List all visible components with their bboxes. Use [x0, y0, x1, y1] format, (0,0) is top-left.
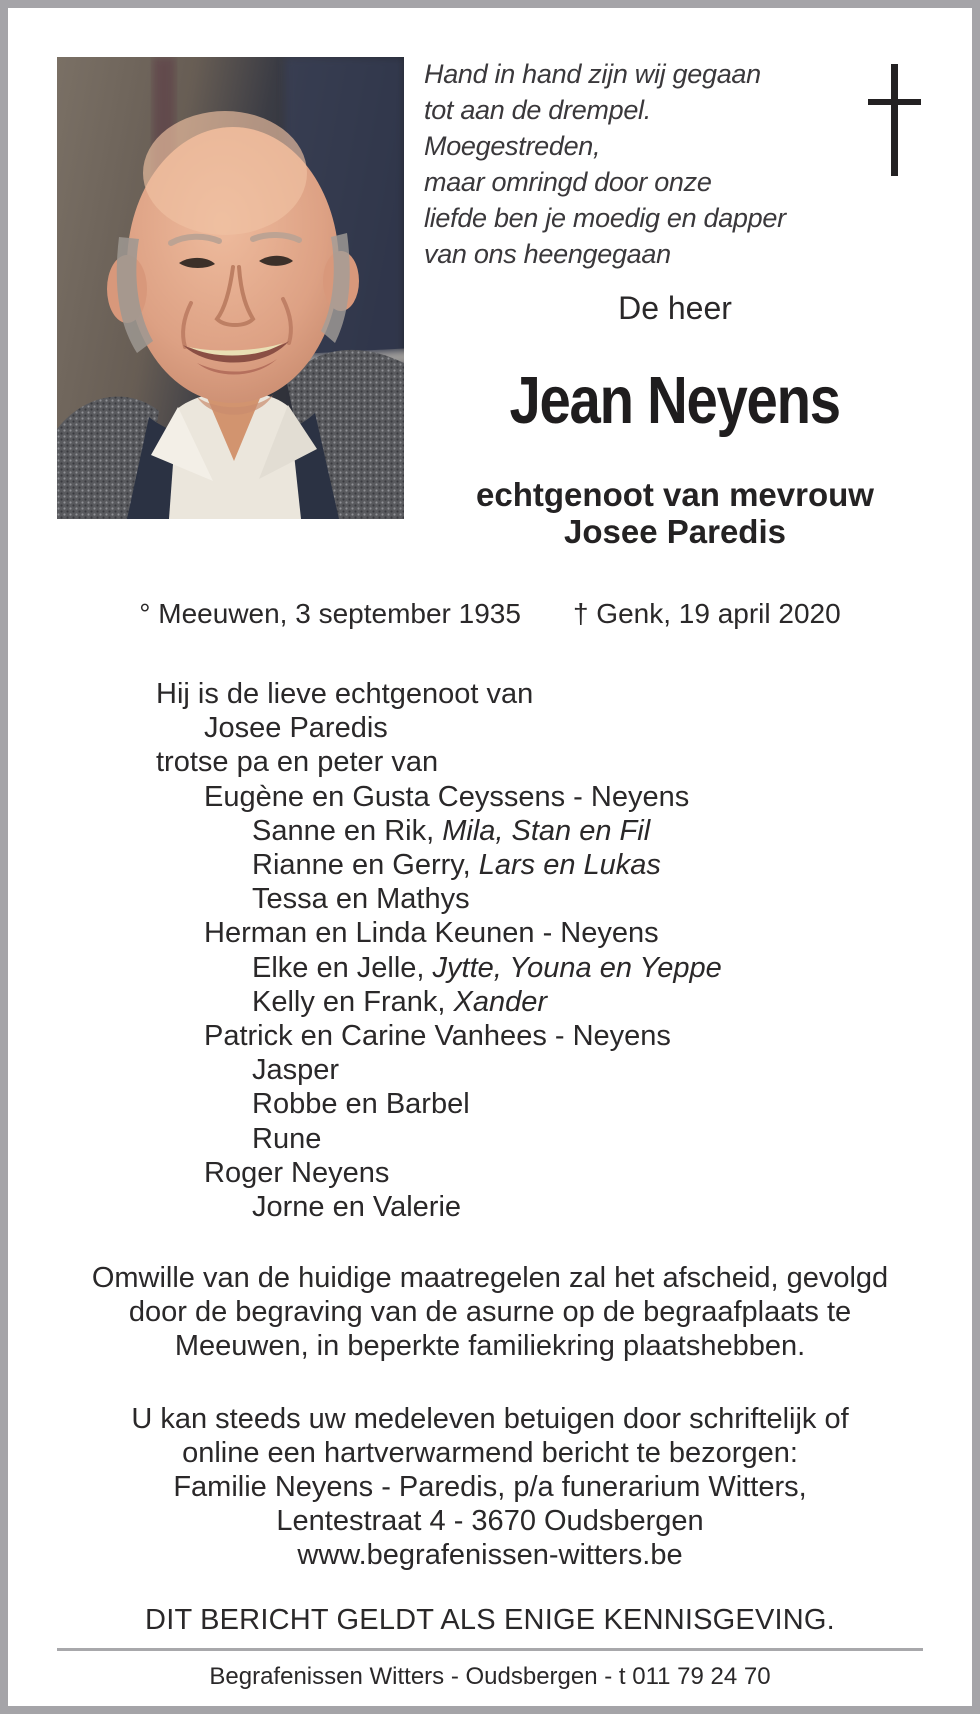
family-line: Sanne en Rik, Mila, Stan en Fil	[252, 814, 651, 847]
relation-line: echtgenoot van mevrouw	[476, 476, 874, 513]
ceremony-line: Meeuwen, in beperkte familiekring plaatshebben.	[174, 1330, 806, 1362]
portrait-illustration	[57, 57, 404, 519]
family-line: Tessa en Mathys	[252, 883, 470, 916]
family-line: trotse pa en peter van	[156, 746, 439, 779]
cross-icon-vertical-bar	[891, 64, 898, 176]
family-line: Jorne en Valerie	[252, 1191, 462, 1224]
poem-line: maar omringd door onze	[424, 167, 712, 197]
condolences-line: U kan steeds uw medeleven betuigen door schriftelijk of	[131, 1403, 849, 1435]
ceremony-paragraph	[8, 1261, 972, 1363]
memorial-poem	[424, 56, 864, 272]
funeral-home-website: www.begrafenissen-witters.be	[297, 1539, 683, 1571]
family-line: Jasper	[252, 1054, 340, 1087]
relation-block	[388, 476, 962, 550]
salutation: De heer	[618, 290, 732, 326]
family-line: Kelly en Frank, Xander	[252, 985, 547, 1018]
condolences-paragraph	[8, 1402, 972, 1572]
ceremony-line: door de begraving van de asurne op de begraafplaats te	[128, 1296, 852, 1328]
condolences-line: Lentestraat 4 - 3670 Oudsbergen	[276, 1505, 704, 1537]
funeral-home-footer: Begrafenissen Witters - Oudsbergen - t 011 79 24 70	[209, 1663, 771, 1690]
poem-line: tot aan de drempel.	[424, 95, 651, 125]
family-list	[156, 677, 722, 1224]
deceased-name-text: Jean Neyens	[509, 363, 841, 438]
family-line: Robbe en Barbel	[252, 1088, 470, 1121]
family-line: Roger Neyens	[204, 1156, 390, 1189]
deceased-name	[388, 364, 962, 438]
ceremony-line: Omwille van de huidige maatregelen zal het afscheid, gevolgd	[91, 1262, 889, 1294]
poem-line: liefde ben je moedig en dapper	[424, 203, 786, 233]
spouse-name: Josee Paredis	[564, 513, 786, 550]
family-line: Elke en Jelle, Jytte, Youna en Yeppe	[252, 951, 722, 984]
footer-divider	[57, 1648, 923, 1651]
cross-icon-horizontal-bar	[868, 99, 921, 105]
poem-line: Hand in hand zijn wij gegaan	[424, 59, 761, 89]
condolences-line: online een hartverwarmend bericht te bezorgen:	[182, 1437, 798, 1469]
family-line: Josee Paredis	[204, 712, 388, 745]
family-line: Eugène en Gusta Ceyssens - Neyens	[204, 780, 690, 813]
condolences-line: Familie Neyens - Paredis, p/a funerarium Witters,	[173, 1471, 807, 1503]
family-line: Herman en Linda Keunen - Neyens	[204, 917, 659, 950]
sole-notification-line: DIT BERICHT GELDT ALS ENIGE KENNISGEVING.	[145, 1604, 835, 1636]
death-date: † Genk, 19 april 2020	[572, 598, 841, 629]
family-line: Patrick en Carine Vanhees - Neyens	[204, 1020, 671, 1053]
family-line: Hij is de lieve echtgenoot van	[156, 678, 534, 710]
portrait-photo	[57, 57, 404, 519]
birth-death-line	[8, 597, 972, 631]
poem-line: van ons heengegaan	[424, 239, 671, 269]
family-line: Rune	[252, 1122, 322, 1155]
birth-date: ° Meeuwen, 3 september 1935	[139, 598, 521, 629]
family-line: Rianne en Gerry, Lars en Lukas	[252, 849, 661, 882]
poem-line: Moegestreden,	[424, 131, 601, 161]
